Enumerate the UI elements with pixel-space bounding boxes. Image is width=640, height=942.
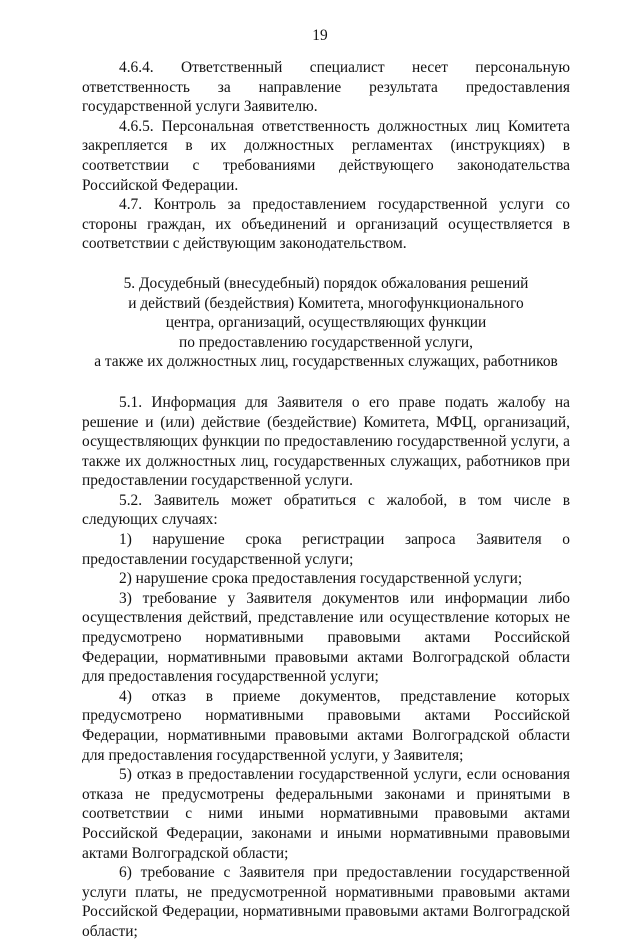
heading-line: и действий (бездействия) Комитета, многофункционального [128,294,524,312]
list-item-5: 5) отказ в предоставлении государственной услуги, если основания отказа не предусмотрены федеральными законами и принятыми в соответствии с ними иными нормативными правовыми актами Российской Федерации, законами и иными нормативными правовыми актами Волгоградской области; [82,766,570,862]
list-item-1: 1) нарушение срока регистрации запроса Заявителя о предоставлении государственной услуги; [82,531,570,568]
list-item-3: 3) требование у Заявителя документов или информации либо осуществления действий, представление или осуществление которых не предусмотрено нормативными правовыми актами Российской Федерации, нормативными правовыми актами Волгоградской области для предоставления государственной услуги; [82,589,570,686]
paragraph-5-2: 5.2. Заявитель может обратиться с жалобой, в том числе в следующих случаях: [82,491,570,529]
heading-line: по предоставлению государственной услуги, [178,333,474,351]
page-number: 19 [312,27,328,44]
heading-line: 5. Досудебный (внесудебный) порядок обжалования решений [123,274,529,292]
list-item-6: 6) требование с Заявителя при предоставлении государственной услуги платы, не предусмотренной нормативными правовыми актами Российской Федерации, нормативными правовыми актами Волгоградской области; [82,864,570,940]
paragraph-4-6-4: 4.6.4. Ответственный специалист несет персональную ответственность за направление результата предоставления государственной услуги Заявителю. [82,59,570,116]
heading-line: центра, организаций, осуществляющих функции [165,314,487,332]
heading-line: а также их должностных лиц, государственных служащих, работников [94,353,558,371]
list-item-2: 2) нарушение срока предоставления государственной услуги; [119,570,523,588]
section-5-heading [82,274,570,372]
paragraph-4-6-5: 4.6.5. Персональная ответственность должностных лиц Комитета закрепляется в их должностных регламентах (инструкциях) в соответствии с требованиями действующего законодательства Российской Федерации. [82,117,570,194]
document-body [82,58,570,942]
paragraph-4-7: 4.7. Контроль за предоставлением государственной услуги со стороны граждан, их объединений и организаций осуществляется в соответствии с действующим законодательством. [82,196,570,253]
paragraph-5-1: 5.1. Информация для Заявителя о его праве подать жалобу на решение и (или) действие (бездействие) Комитета, МФЦ, организаций, осуществляющих функции по предоставлению государственной услуги, а также их должностных лиц, государственных служащих, работников при предоставлении государственной услуги. [82,393,570,490]
list-item-4: 4) отказ в приеме документов, представление которых предусмотрено нормативными правовыми актами Российской Федерации, нормативными правовыми актами Волгоградской области для предоставления государственной услуги, у Заявителя; [82,687,570,764]
